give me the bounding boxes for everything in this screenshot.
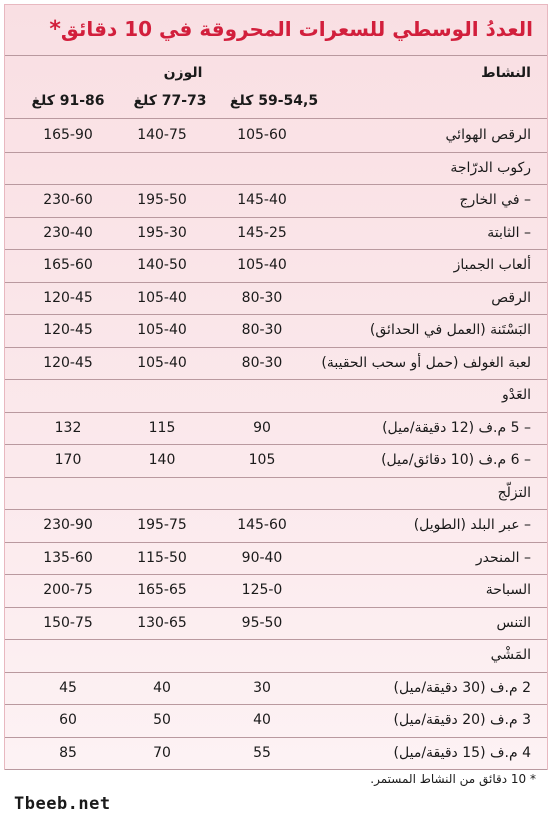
calorie-value-col2: 195-50 <box>137 192 187 208</box>
calorie-value-col3: 85 <box>59 744 77 761</box>
header-top-rule <box>5 55 547 56</box>
row-divider <box>5 769 547 770</box>
calorie-value-col1: 125-0 <box>241 582 283 598</box>
activity-label: ألعاب الجمباز <box>453 257 531 273</box>
activity-label: العَدْو <box>501 387 531 403</box>
calorie-value-col2: 140-50 <box>137 257 187 273</box>
calorie-value-col3: 120-45 <box>43 289 93 306</box>
row-divider <box>5 314 547 315</box>
row-divider <box>5 607 547 608</box>
calorie-value-col2: 70 <box>153 744 171 761</box>
calorie-value-col3: 45 <box>59 679 77 696</box>
row-divider <box>5 672 547 673</box>
calorie-value-col2: 105-40 <box>137 289 187 306</box>
activity-label: – 6 م.ف (10 دقائق/ميل) <box>381 452 531 468</box>
calorie-value-col3: 120-45 <box>43 354 93 371</box>
activity-label: 4 م.ف (15 دقيقة/ميل) <box>393 744 531 761</box>
calorie-value-col2: 140-75 <box>137 127 187 143</box>
calorie-value-col1: 55 <box>253 744 271 761</box>
calorie-value-col3: 60 <box>59 712 77 728</box>
row-divider <box>5 574 547 575</box>
activity-label: الرقص الهوائي <box>445 127 531 143</box>
calorie-value-col1: 80-30 <box>241 289 283 306</box>
row-divider <box>5 509 547 510</box>
activity-label: – في الخارج <box>459 192 531 208</box>
calorie-value-col1: 90-40 <box>241 549 283 566</box>
row-divider <box>5 347 547 348</box>
calorie-value-col2: 105-40 <box>137 354 187 371</box>
calorie-value-col2: 40 <box>153 679 171 696</box>
activity-label: السباحة <box>485 582 531 598</box>
activity-label: التزلّج <box>497 484 531 501</box>
calorie-value-col1: 145-60 <box>237 517 287 533</box>
page-title: العددُ الوسطي للسعرات المحروقة في 10 دقائق* <box>49 17 533 42</box>
row-divider <box>5 152 547 153</box>
calorie-value-col3: 230-60 <box>43 192 93 208</box>
calorie-value-col2: 165-65 <box>137 582 187 598</box>
footnote: * 10 دقائق من النشاط المستمر. <box>370 772 536 786</box>
calorie-value-col3: 170 <box>54 452 82 468</box>
calorie-value-col1: 105-40 <box>237 257 287 273</box>
calorie-value-col1: 80-30 <box>241 322 283 338</box>
activity-label: التنس <box>496 614 531 631</box>
row-divider <box>5 639 547 640</box>
activity-label: – عبر البلد (الطويل) <box>413 517 531 533</box>
activity-label: – المنحدر <box>475 549 531 566</box>
row-divider <box>5 184 547 185</box>
calorie-value-col3: 120-45 <box>43 322 93 338</box>
activity-label: 2 م.ف (30 دقيقة/ميل) <box>393 679 531 696</box>
calorie-value-col2: 140 <box>148 452 176 468</box>
row-divider <box>5 249 547 250</box>
calorie-value-col2: 130-65 <box>137 614 187 631</box>
calorie-value-col2: 50 <box>153 712 171 728</box>
calorie-value-col3: 150-75 <box>43 614 93 631</box>
calorie-value-col2: 115-50 <box>137 549 187 566</box>
calorie-value-col1: 145-25 <box>237 224 287 241</box>
calorie-value-col1: 105 <box>248 452 276 468</box>
table-panel <box>4 4 548 770</box>
calorie-value-col2: 105-40 <box>137 322 187 338</box>
activity-label: البَسْتَنة (العمل في الحدائق) <box>369 322 531 338</box>
calorie-value-col2: 195-30 <box>137 224 187 241</box>
activity-label: 3 م.ف (20 دقيقة/ميل) <box>393 712 531 728</box>
row-divider <box>5 412 547 413</box>
activity-label: لعبة الغولف (حمل أو سحب الحقيبة) <box>321 354 531 371</box>
activity-label: – 5 م.ف (12 دقيقة/ميل) <box>382 419 531 436</box>
activity-label: الرقص <box>491 289 531 306</box>
calorie-value-col1: 30 <box>253 679 271 696</box>
weight-group-header: الوزن <box>163 65 203 81</box>
title-asterisk: * <box>49 17 61 42</box>
calorie-value-col3: 132 <box>54 419 82 436</box>
calorie-value-col1: 105-60 <box>237 127 287 143</box>
row-divider <box>5 542 547 543</box>
calorie-value-col3: 230-40 <box>43 224 93 241</box>
calorie-value-col1: 40 <box>253 712 271 728</box>
calorie-value-col2: 195-75 <box>137 517 187 533</box>
weight-column-1: 59-54,5 كلغ <box>229 93 319 109</box>
calorie-value-col1: 145-40 <box>237 192 287 208</box>
calorie-value-col1: 90 <box>253 419 271 436</box>
weight-column-2: 77-73 كلغ <box>133 93 207 109</box>
row-divider <box>5 704 547 705</box>
row-divider <box>5 444 547 445</box>
row-divider <box>5 282 547 283</box>
calorie-value-col3: 165-90 <box>43 127 93 143</box>
calorie-value-col1: 95-50 <box>241 614 283 631</box>
row-divider <box>5 737 547 738</box>
calorie-value-col1: 80-30 <box>241 354 283 371</box>
weight-column-3: 91-86 كلغ <box>31 93 105 109</box>
row-divider <box>5 477 547 478</box>
activity-column-header: النشاط <box>481 65 531 81</box>
calorie-value-col3: 135-60 <box>43 549 93 566</box>
site-logo: Tbeeb.net <box>14 794 111 814</box>
row-divider <box>5 379 547 380</box>
calorie-value-col2: 115 <box>148 419 176 436</box>
activity-label: – الثابتة <box>487 224 531 241</box>
activity-label: المَشْي <box>490 647 531 663</box>
calorie-value-col3: 165-60 <box>43 257 93 273</box>
calorie-value-col3: 200-75 <box>43 582 93 598</box>
row-divider <box>5 217 547 218</box>
activity-label: ركوب الدرّاجة <box>450 159 531 176</box>
header-bottom-rule <box>5 118 547 119</box>
calorie-value-col3: 230-90 <box>43 517 93 533</box>
